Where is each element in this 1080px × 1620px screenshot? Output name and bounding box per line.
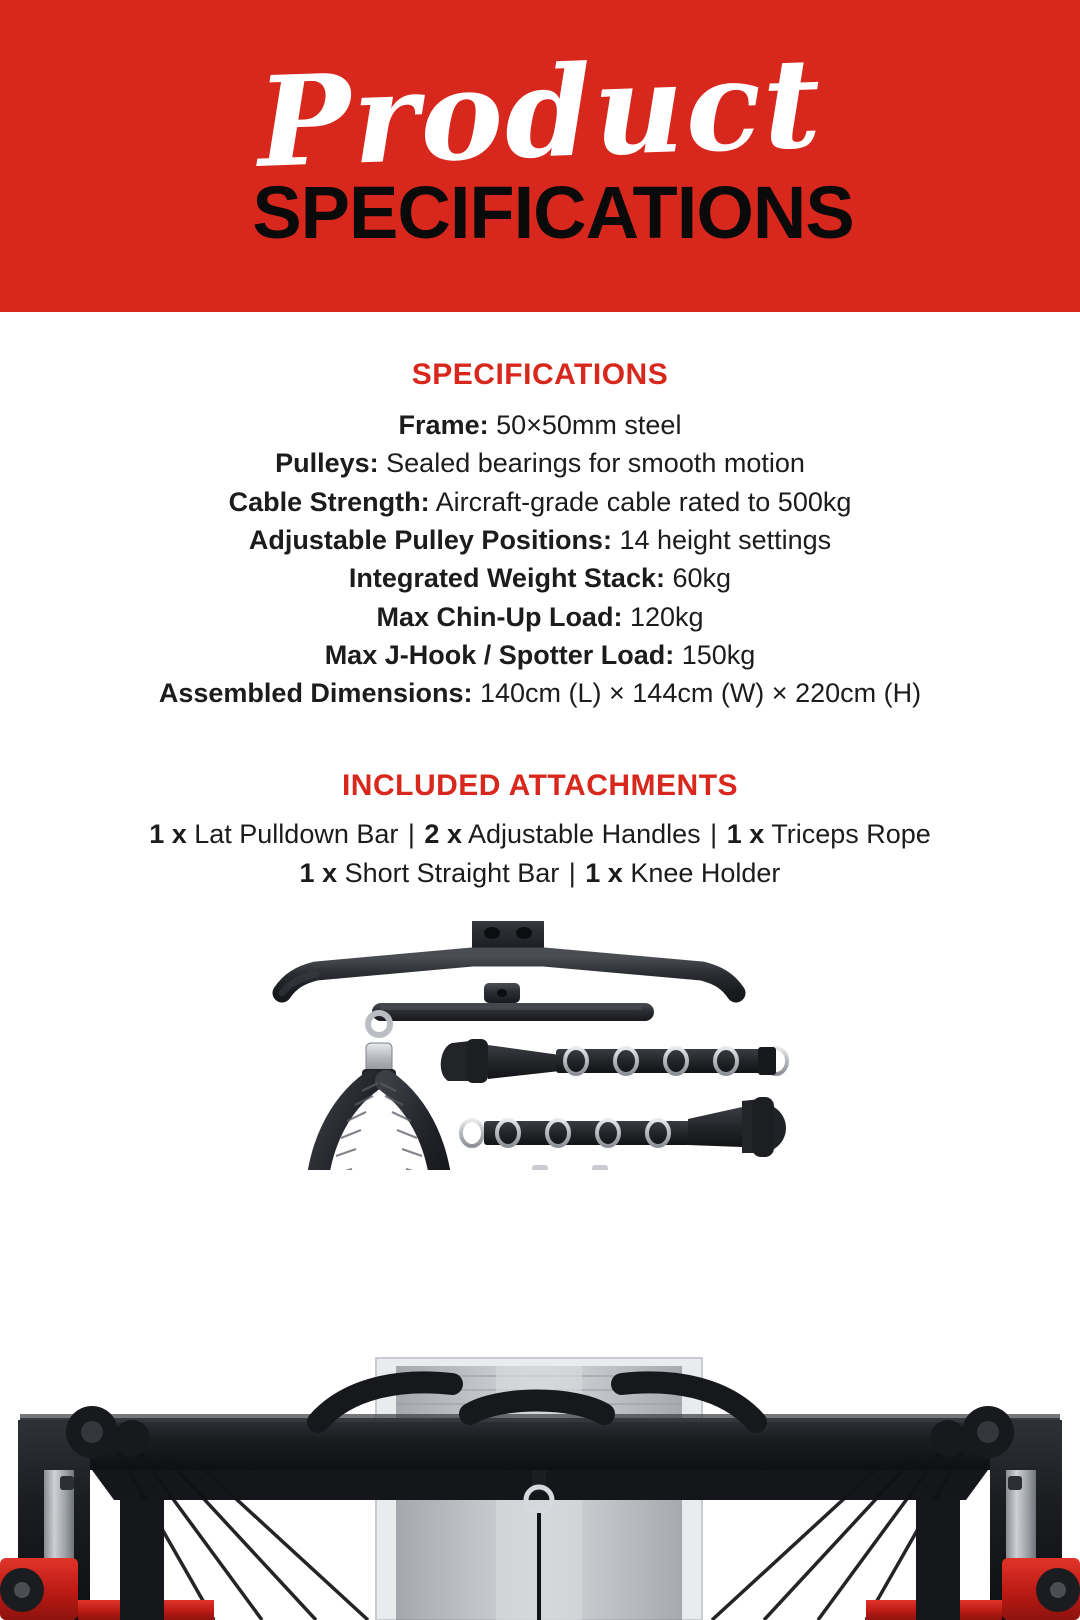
attachment-separator: | [407, 818, 415, 849]
spec-row [40, 674, 1040, 712]
spec-value: 60kg [672, 563, 732, 594]
plate-holder-left [0, 1558, 78, 1620]
spec-label: Pulleys: [275, 448, 379, 479]
spec-value: 14 height settings [619, 524, 832, 555]
attachment-separator: | [568, 857, 576, 888]
attachments-line-1 [40, 815, 1040, 854]
spec-label: Frame: [398, 410, 489, 440]
spec-value: Aircraft-grade cable rated to 500kg [435, 486, 852, 517]
attachment-separator: | [710, 818, 718, 849]
spec-label: Assembled Dimensions: [158, 678, 473, 709]
adjustable-handle-lower-illustration [461, 1097, 786, 1157]
attachment-qty: 1 x [149, 818, 187, 849]
attachment-name: Short Straight Bar [344, 857, 560, 888]
spec-row [40, 598, 1040, 636]
spec-row [40, 559, 1040, 597]
attachment-qty: 2 x [424, 818, 462, 849]
spec-value: 140cm (L) × 144cm (W) × 220cm (H) [479, 678, 922, 709]
upright-right [916, 1500, 960, 1620]
attachment-name: Adjustable Handles [467, 818, 701, 849]
header-script-title: Product [255, 31, 825, 196]
spec-label: Adjustable Pulley Positions: [248, 524, 612, 555]
attachment-qty: 1 x [299, 857, 338, 888]
lat-pulldown-bar-illustration [282, 921, 736, 993]
attachment-name: Lat Pulldown Bar [194, 818, 399, 849]
upright-left [120, 1500, 164, 1620]
spec-value: 50×50mm steel [496, 410, 682, 440]
spec-row [40, 406, 1040, 444]
plate-holder-right [1002, 1558, 1080, 1620]
short-straight-bar-illustration [372, 983, 654, 1021]
spec-row [40, 483, 1040, 521]
attachment-name: Knee Holder [630, 857, 781, 888]
machine-photo [0, 1170, 1080, 1620]
spec-value: Sealed bearings for smooth motion [386, 448, 805, 479]
spec-value: 150kg [681, 639, 756, 670]
spec-label: Max Chin-Up Load: [376, 601, 623, 632]
attachment-name: Triceps Rope [771, 818, 931, 849]
page-title: SPECIFICATIONS [252, 171, 854, 254]
attachments-heading: INCLUDED ATTACHMENTS [341, 768, 739, 802]
adjustable-handle-upper-illustration [441, 1039, 787, 1083]
spec-label: Integrated Weight Stack: [348, 563, 665, 594]
spec-row [40, 444, 1040, 482]
spec-row [40, 636, 1040, 674]
spec-row [40, 521, 1040, 559]
specifications-heading: SPECIFICATIONS [411, 358, 669, 391]
attachment-qty: 1 x [585, 857, 623, 888]
content-area [0, 358, 1080, 893]
spec-value: 120kg [629, 601, 704, 632]
attachments-line-2 [40, 854, 1040, 893]
spec-label: Max J-Hook / Spotter Load: [324, 639, 675, 670]
attachment-qty: 1 x [726, 818, 765, 849]
spec-label: Cable Strength: [228, 486, 430, 517]
specifications-list [40, 406, 1040, 713]
header-banner [0, 0, 1080, 312]
